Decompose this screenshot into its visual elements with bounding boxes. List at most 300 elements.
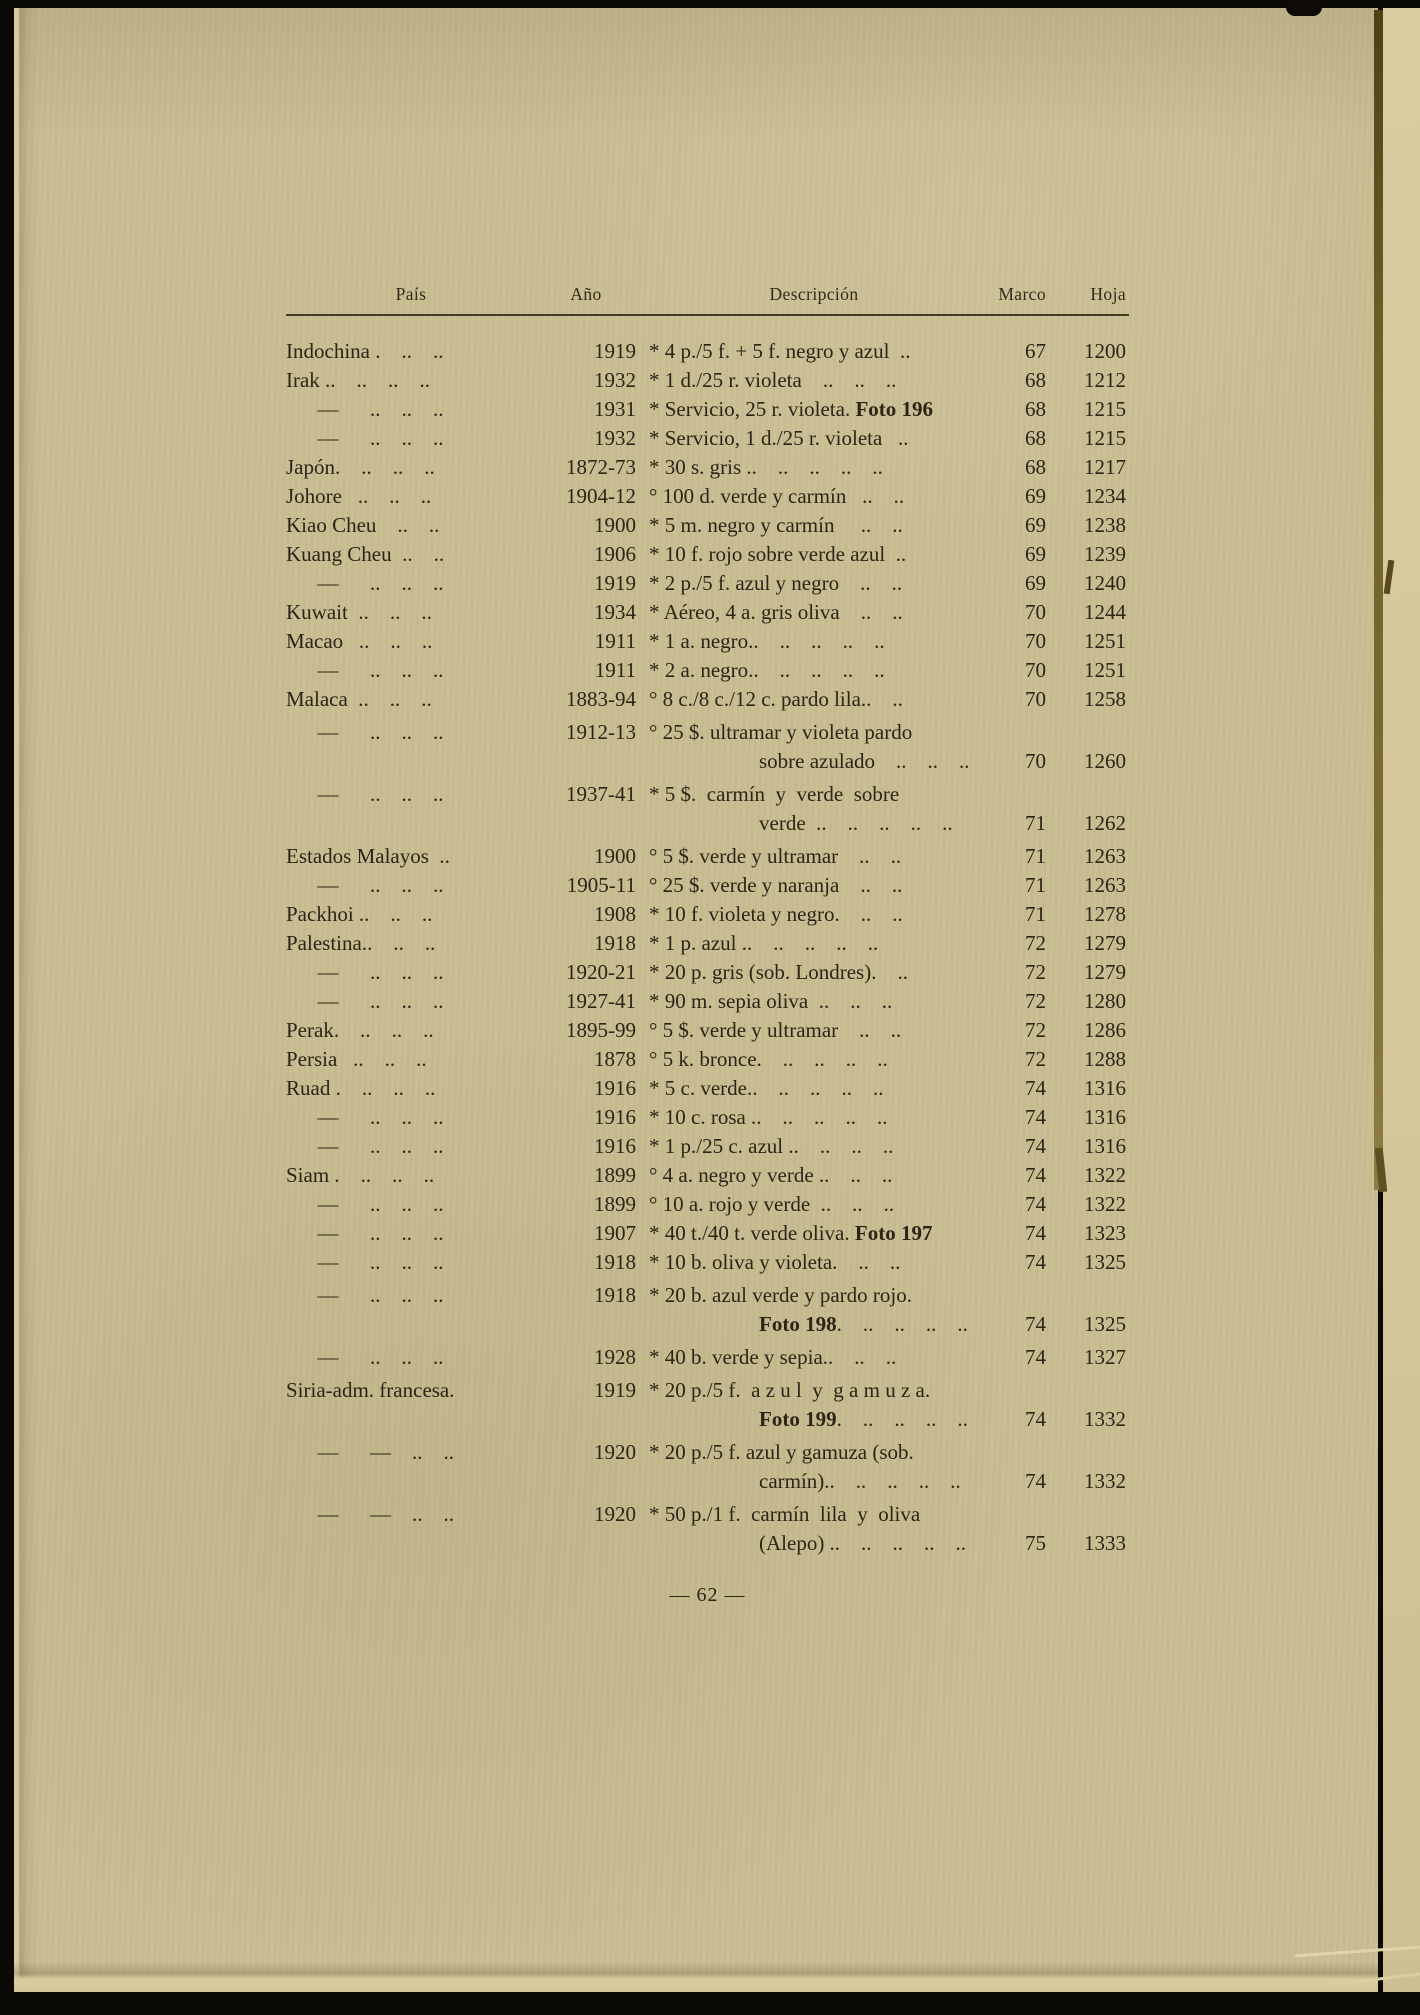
descripcion-line — [649, 627, 979, 656]
table-row — [286, 598, 1129, 627]
descripcion-line — [649, 1343, 979, 1372]
cell-hoja: 1251 — [1084, 658, 1126, 682]
cell-ano: 1895-99 — [566, 1018, 636, 1042]
cell-descripcion — [649, 1248, 979, 1277]
cell-descripcion — [649, 1161, 979, 1190]
cell-pais: — — .. .. — [286, 1440, 454, 1464]
column-header-descripcion: Descripción — [769, 284, 859, 304]
cell-descripcion — [649, 453, 979, 482]
cell-pais: Packhoi .. .. .. — [286, 902, 433, 926]
descripcion-line — [649, 718, 979, 747]
cell-hoja: 1286 — [1084, 1018, 1126, 1042]
table-row — [286, 987, 1129, 1016]
cell-descripcion — [649, 366, 979, 395]
descripcion-text: * 20 b. azul verde y pardo rojo. — [649, 1283, 913, 1307]
cell-pais: — .. .. .. — [286, 1250, 444, 1274]
descripcion-text: * 2 a. negro.. .. .. .. .. — [649, 658, 885, 682]
cell-marco: 72 — [1025, 1047, 1046, 1071]
foto-reference: Foto 199 — [759, 1407, 837, 1431]
table-row — [286, 1343, 1129, 1372]
descripcion-line — [649, 366, 979, 395]
descripcion-line — [649, 598, 979, 627]
cell-pais: — .. .. .. — [286, 960, 444, 984]
descripcion-line — [649, 540, 979, 569]
cell-ano: 1904-12 — [566, 484, 636, 508]
descripcion-text: * 1 d./25 r. violeta .. .. .. — [649, 368, 897, 392]
cell-pais: — .. .. .. — [286, 397, 444, 421]
cell-marco: 70 — [1025, 600, 1046, 624]
cell-pais: Kuwait .. .. .. — [286, 600, 432, 624]
descripcion-line — [649, 780, 979, 809]
descripcion-text: ° 5 $. verde y ultramar .. .. — [649, 844, 902, 868]
table-row — [286, 1132, 1129, 1161]
cell-marco: 74 — [1025, 1407, 1046, 1431]
descripcion-line — [649, 987, 979, 1016]
cell-marco: 69 — [1025, 571, 1046, 595]
descripcion-text: * 5 c. verde.. .. .. .. .. — [649, 1076, 884, 1100]
cell-pais: Johore .. .. .. — [286, 484, 432, 508]
cell-ano: 1937-41 — [566, 782, 636, 806]
table-row — [286, 780, 1129, 838]
cell-pais: — .. .. .. — [286, 426, 444, 450]
cell-pais: Siam . .. .. .. — [286, 1163, 435, 1187]
cell-ano: 1918 — [594, 931, 636, 955]
table-row — [286, 1248, 1129, 1277]
descripcion-text: * 40 b. verde y sepia.. .. .. — [649, 1345, 897, 1369]
cell-ano: 1916 — [594, 1076, 636, 1100]
scan-frame-top — [0, 0, 1420, 8]
cell-hoja: 1316 — [1084, 1105, 1126, 1129]
scan-frame-left — [0, 0, 14, 2015]
cell-marco: 74 — [1025, 1105, 1046, 1129]
cell-descripcion — [649, 1045, 979, 1074]
cell-descripcion — [649, 598, 979, 627]
column-header-hoja: Hoja — [1090, 284, 1126, 304]
cell-ano: 1918 — [594, 1283, 636, 1307]
cell-marco: 72 — [1025, 989, 1046, 1013]
table-row — [286, 1376, 1129, 1434]
cell-ano: 1918 — [594, 1250, 636, 1274]
cell-hoja: 1316 — [1084, 1134, 1126, 1158]
cell-hoja: 1332 — [1084, 1469, 1126, 1493]
descripcion-text: . .. .. .. .. — [836, 1312, 968, 1336]
descripcion-text: * 10 f. violeta y negro. .. .. — [649, 902, 903, 926]
table-row — [286, 1500, 1129, 1558]
cell-marco: 68 — [1025, 397, 1046, 421]
cell-ano: 1916 — [594, 1105, 636, 1129]
cell-descripcion — [649, 842, 979, 871]
descripcion-text: * 20 p. gris (sob. Londres). .. — [649, 960, 908, 984]
descripcion-text: * 40 t./40 t. verde oliva. — [649, 1221, 855, 1245]
descripcion-line — [649, 1376, 979, 1405]
cell-descripcion — [649, 511, 979, 540]
table-row — [286, 511, 1129, 540]
cell-marco: 71 — [1025, 902, 1046, 926]
descripcion-text: * 1 p./25 c. azul .. .. .. .. — [649, 1134, 894, 1158]
cell-hoja: 1240 — [1084, 571, 1126, 595]
descripcion-text: * 20 p./5 f. azul y gamuza (sob. — [649, 1440, 914, 1464]
table-row — [286, 366, 1129, 395]
cell-pais: — .. .. .. — [286, 1283, 444, 1307]
descripcion-line — [649, 1405, 979, 1434]
table-rows — [286, 337, 1129, 1562]
table-row — [286, 929, 1129, 958]
cell-pais: — .. .. .. — [286, 873, 444, 897]
cell-descripcion — [649, 540, 979, 569]
table-row — [286, 540, 1129, 569]
cell-pais: Perak. .. .. .. — [286, 1018, 434, 1042]
cell-hoja: 1200 — [1084, 339, 1126, 363]
cell-hoja: 1263 — [1084, 873, 1126, 897]
descripcion-text: ° 5 k. bronce. .. .. .. .. — [649, 1047, 888, 1071]
descripcion-line — [649, 1045, 979, 1074]
table-header — [286, 284, 1129, 305]
cell-marco: 74 — [1025, 1250, 1046, 1274]
cell-ano: 1905-11 — [566, 873, 636, 897]
table-row — [286, 656, 1129, 685]
cell-hoja: 1215 — [1084, 426, 1126, 450]
cell-descripcion — [649, 718, 979, 776]
column-header-pais: País — [395, 284, 427, 304]
cell-ano: 1900 — [594, 844, 636, 868]
cell-marco: 72 — [1025, 960, 1046, 984]
table-row — [286, 453, 1129, 482]
cell-pais: Estados Malayos .. — [286, 844, 450, 868]
foto-reference: Foto 196 — [855, 397, 934, 421]
descripcion-text: ° 25 $. ultramar y violeta pardo — [649, 720, 913, 744]
table-row — [286, 627, 1129, 656]
table-row — [286, 1281, 1129, 1339]
cell-marco: 70 — [1025, 658, 1046, 682]
cell-ano: 1912-13 — [566, 720, 636, 744]
cell-ano: 1907 — [594, 1221, 636, 1245]
cell-marco: 68 — [1025, 455, 1046, 479]
cell-ano: 1932 — [594, 368, 636, 392]
descripcion-line — [649, 842, 979, 871]
descripcion-line — [649, 1310, 979, 1339]
descripcion-text: * 90 m. sepia oliva .. .. .. — [649, 989, 893, 1013]
cell-marco: 68 — [1025, 368, 1046, 392]
cell-pais: — .. .. .. — [286, 1105, 444, 1129]
descripcion-text: * 5 $. carmín y verde sobre — [649, 782, 900, 806]
descripcion-text: * 5 m. negro y carmín .. .. — [649, 513, 903, 537]
cell-pais: Kiao Cheu .. .. — [286, 513, 440, 537]
descripcion-text: ° 4 a. negro y verde .. .. .. — [649, 1163, 893, 1187]
cell-ano: 1919 — [594, 1378, 636, 1402]
cell-ano: 1919 — [594, 339, 636, 363]
cell-descripcion — [649, 1103, 979, 1132]
descripcion-text: sobre azulado .. .. .. — [759, 749, 970, 773]
table-row — [286, 424, 1129, 453]
descripcion-line — [649, 482, 979, 511]
cell-marco: 74 — [1025, 1134, 1046, 1158]
descripcion-line — [649, 1132, 979, 1161]
cell-pais: Siria-adm. francesa. — [286, 1378, 455, 1402]
scan-frame-bottom — [0, 1992, 1420, 2015]
descripcion-line — [649, 1529, 979, 1558]
page-bottom-deckle-edge — [14, 1962, 1378, 1992]
table-row — [286, 1103, 1129, 1132]
table-row — [286, 569, 1129, 598]
cell-descripcion — [649, 900, 979, 929]
descripcion-line — [649, 1500, 979, 1529]
descripcion-line — [649, 1016, 979, 1045]
cell-ano: 1919 — [594, 571, 636, 595]
cell-hoja: 1332 — [1084, 1407, 1126, 1431]
cell-marco: 74 — [1025, 1076, 1046, 1100]
cell-hoja: 1212 — [1084, 368, 1126, 392]
descripcion-line — [649, 1438, 979, 1467]
cell-pais: Japón. .. .. .. — [286, 455, 435, 479]
cell-hoja: 1323 — [1084, 1221, 1126, 1245]
cell-hoja: 1325 — [1084, 1312, 1126, 1336]
cell-descripcion — [649, 627, 979, 656]
cell-descripcion — [649, 1343, 979, 1372]
cell-hoja: 1244 — [1084, 600, 1126, 624]
cell-marco: 71 — [1025, 873, 1046, 897]
descripcion-text: * 50 p./1 f. carmín lila y oliva — [649, 1502, 921, 1526]
descripcion-line — [649, 1467, 979, 1496]
cell-ano: 1928 — [594, 1345, 636, 1369]
cell-ano: 1900 — [594, 513, 636, 537]
table-row — [286, 685, 1129, 714]
cell-pais: — .. .. .. — [286, 782, 444, 806]
cell-marco: 72 — [1025, 931, 1046, 955]
descripcion-text: * 20 p./5 f. a z u l y g a m u z a. — [649, 1378, 931, 1402]
descripcion-text: * Servicio, 1 d./25 r. violeta .. — [649, 426, 909, 450]
cell-hoja: 1263 — [1084, 844, 1126, 868]
cell-marco: 70 — [1025, 687, 1046, 711]
cell-hoja: 1238 — [1084, 513, 1126, 537]
descripcion-text: * 1 a. negro.. .. .. .. .. — [649, 629, 885, 653]
descripcion-text: ° 10 a. rojo y verde .. .. .. — [649, 1192, 895, 1216]
cell-descripcion — [649, 1190, 979, 1219]
cell-pais: — .. .. .. — [286, 658, 444, 682]
descripcion-line — [649, 1219, 979, 1248]
descripcion-line — [649, 453, 979, 482]
cell-ano: 1920 — [594, 1502, 636, 1526]
table-row — [286, 1016, 1129, 1045]
descripcion-text: ° 25 $. verde y naranja .. .. — [649, 873, 903, 897]
cell-marco: 67 — [1025, 339, 1046, 363]
cell-ano: 1920 — [594, 1440, 636, 1464]
cell-descripcion — [649, 1376, 979, 1434]
cell-hoja: 1251 — [1084, 629, 1126, 653]
descripcion-text: verde .. .. .. .. .. — [759, 811, 953, 835]
descripcion-text: * 1 p. azul .. .. .. .. .. — [649, 931, 879, 955]
table-row — [286, 1045, 1129, 1074]
cell-hoja: 1215 — [1084, 397, 1126, 421]
cell-hoja: 1322 — [1084, 1163, 1126, 1187]
next-page-edge — [1383, 0, 1420, 2015]
descripcion-text: ° 8 c./8 c./12 c. pardo lila.. .. — [649, 687, 903, 711]
descripcion-line — [649, 747, 979, 776]
cell-ano: 1906 — [594, 542, 636, 566]
table-row — [286, 1074, 1129, 1103]
descripcion-line — [649, 809, 979, 838]
descripcion-line — [649, 656, 979, 685]
descripcion-text: * Servicio, 25 r. violeta. — [649, 397, 856, 421]
descripcion-text: . .. .. .. .. — [836, 1407, 968, 1431]
descripcion-line — [649, 685, 979, 714]
cell-ano: 1872-73 — [566, 455, 636, 479]
cell-descripcion — [649, 1132, 979, 1161]
descripcion-line — [649, 337, 979, 366]
cell-marco: 69 — [1025, 542, 1046, 566]
cell-pais: — .. .. .. — [286, 1134, 444, 1158]
cell-pais: — .. .. .. — [286, 989, 444, 1013]
cell-marco: 68 — [1025, 426, 1046, 450]
cell-descripcion — [649, 1219, 979, 1248]
cell-descripcion — [649, 958, 979, 987]
cell-marco: 70 — [1025, 629, 1046, 653]
descripcion-line — [649, 929, 979, 958]
descripcion-text: (Alepo) .. .. .. .. .. — [759, 1531, 967, 1555]
cell-hoja: 1288 — [1084, 1047, 1126, 1071]
table-row — [286, 1438, 1129, 1496]
cell-pais: Irak .. .. .. .. — [286, 368, 431, 392]
cell-pais: Macao .. .. .. — [286, 629, 433, 653]
foto-reference: Foto 198 — [759, 1312, 837, 1336]
cell-ano: 1920-21 — [566, 960, 636, 984]
descripcion-text: * 30 s. gris .. .. .. .. .. — [649, 455, 883, 479]
cell-descripcion — [649, 424, 979, 453]
cell-ano: 1899 — [594, 1192, 636, 1216]
cell-hoja: 1239 — [1084, 542, 1126, 566]
table-row — [286, 958, 1129, 987]
cell-hoja: 1217 — [1084, 455, 1126, 479]
descripcion-line — [649, 958, 979, 987]
cell-descripcion — [649, 1438, 979, 1496]
cell-hoja: 1260 — [1084, 749, 1126, 773]
descripcion-text: * 10 c. rosa .. .. .. .. .. — [649, 1105, 888, 1129]
cell-marco: 69 — [1025, 513, 1046, 537]
cell-pais: — .. .. .. — [286, 1221, 444, 1245]
descripcion-text: * 10 b. oliva y violeta. .. .. — [649, 1250, 901, 1274]
cell-hoja: 1325 — [1084, 1250, 1126, 1274]
descripcion-line — [649, 569, 979, 598]
descripcion-text: * 10 f. rojo sobre verde azul .. — [649, 542, 907, 566]
cell-pais: — — .. .. — [286, 1502, 454, 1526]
cell-ano: 1916 — [594, 1134, 636, 1158]
page-number: — 62 — — [669, 1584, 746, 1606]
cell-hoja: 1333 — [1084, 1531, 1126, 1555]
cell-hoja: 1234 — [1084, 484, 1126, 508]
cell-marco: 74 — [1025, 1221, 1046, 1245]
cell-marco: 70 — [1025, 749, 1046, 773]
table-row — [286, 1190, 1129, 1219]
cell-pais: Palestina.. .. .. — [286, 931, 436, 955]
header-rule — [286, 314, 1129, 316]
table-row — [286, 842, 1129, 871]
cell-descripcion — [649, 685, 979, 714]
table-row — [286, 337, 1129, 366]
cell-hoja: 1279 — [1084, 931, 1126, 955]
cell-pais: Ruad . .. .. .. — [286, 1076, 436, 1100]
cell-descripcion — [649, 1281, 979, 1339]
cell-pais: — .. .. .. — [286, 1345, 444, 1369]
cell-ano: 1911 — [594, 658, 636, 682]
cell-hoja: 1280 — [1084, 989, 1126, 1013]
descripcion-line — [649, 1281, 979, 1310]
scan-frame-notch — [1286, 0, 1322, 16]
cell-hoja: 1327 — [1084, 1345, 1126, 1369]
cell-ano: 1934 — [594, 600, 636, 624]
cell-ano: 1908 — [594, 902, 636, 926]
cell-descripcion — [649, 337, 979, 366]
descripcion-line — [649, 1190, 979, 1219]
table-row — [286, 395, 1129, 424]
cell-pais: Persia .. .. .. — [286, 1047, 427, 1071]
cell-descripcion — [649, 1500, 979, 1558]
cell-descripcion — [649, 987, 979, 1016]
cell-hoja: 1278 — [1084, 902, 1126, 926]
descripcion-line — [649, 424, 979, 453]
descripcion-line — [649, 395, 979, 424]
cell-pais: Malaca .. .. .. — [286, 687, 432, 711]
cell-pais: Kuang Cheu .. .. — [286, 542, 445, 566]
cell-marco: 74 — [1025, 1192, 1046, 1216]
column-header-ano: Año — [570, 284, 602, 304]
cell-hoja: 1279 — [1084, 960, 1126, 984]
descripcion-text: ° 100 d. verde y carmín .. .. — [649, 484, 905, 508]
cell-ano: 1911 — [594, 629, 636, 653]
descripcion-line — [649, 511, 979, 540]
descripcion-text: * Aéreo, 4 a. gris oliva .. .. — [649, 600, 903, 624]
cell-descripcion — [649, 1016, 979, 1045]
cell-descripcion — [649, 569, 979, 598]
cell-ano: 1899 — [594, 1163, 636, 1187]
cell-ano: 1931 — [594, 397, 636, 421]
cell-pais: Indochina . .. .. — [286, 339, 444, 363]
page-fold-dark-edge — [1374, 10, 1383, 1190]
table-row — [286, 1219, 1129, 1248]
cell-descripcion — [649, 482, 979, 511]
cell-descripcion — [649, 871, 979, 900]
cell-hoja: 1262 — [1084, 811, 1126, 835]
descripcion-text: * 2 p./5 f. azul y negro .. .. — [649, 571, 903, 595]
cell-marco: 72 — [1025, 1018, 1046, 1042]
cell-descripcion — [649, 780, 979, 838]
cell-descripcion — [649, 1074, 979, 1103]
descripcion-line — [649, 1074, 979, 1103]
cell-marco: 74 — [1025, 1469, 1046, 1493]
cell-hoja: 1322 — [1084, 1192, 1126, 1216]
cell-marco: 74 — [1025, 1345, 1046, 1369]
cell-ano: 1932 — [594, 426, 636, 450]
descripcion-line — [649, 900, 979, 929]
cell-hoja: 1258 — [1084, 687, 1126, 711]
cell-descripcion — [649, 929, 979, 958]
table-row — [286, 1161, 1129, 1190]
descripcion-text: ° 5 $. verde y ultramar .. .. — [649, 1018, 902, 1042]
descripcion-line — [649, 1161, 979, 1190]
cell-marco: 74 — [1025, 1163, 1046, 1187]
descripcion-line — [649, 871, 979, 900]
cell-marco: 69 — [1025, 484, 1046, 508]
cell-ano: 1878 — [594, 1047, 636, 1071]
descripcion-text: * 4 p./5 f. + 5 f. negro y azul .. — [649, 339, 911, 363]
table-row — [286, 871, 1129, 900]
cell-descripcion — [649, 395, 979, 424]
cell-pais: — .. .. .. — [286, 571, 444, 595]
cell-marco: 71 — [1025, 811, 1046, 835]
cell-hoja: 1316 — [1084, 1076, 1126, 1100]
foto-reference: Foto 197 — [854, 1221, 933, 1245]
table-row — [286, 900, 1129, 929]
cell-ano: 1927-41 — [566, 989, 636, 1013]
cell-marco: 75 — [1025, 1531, 1046, 1555]
